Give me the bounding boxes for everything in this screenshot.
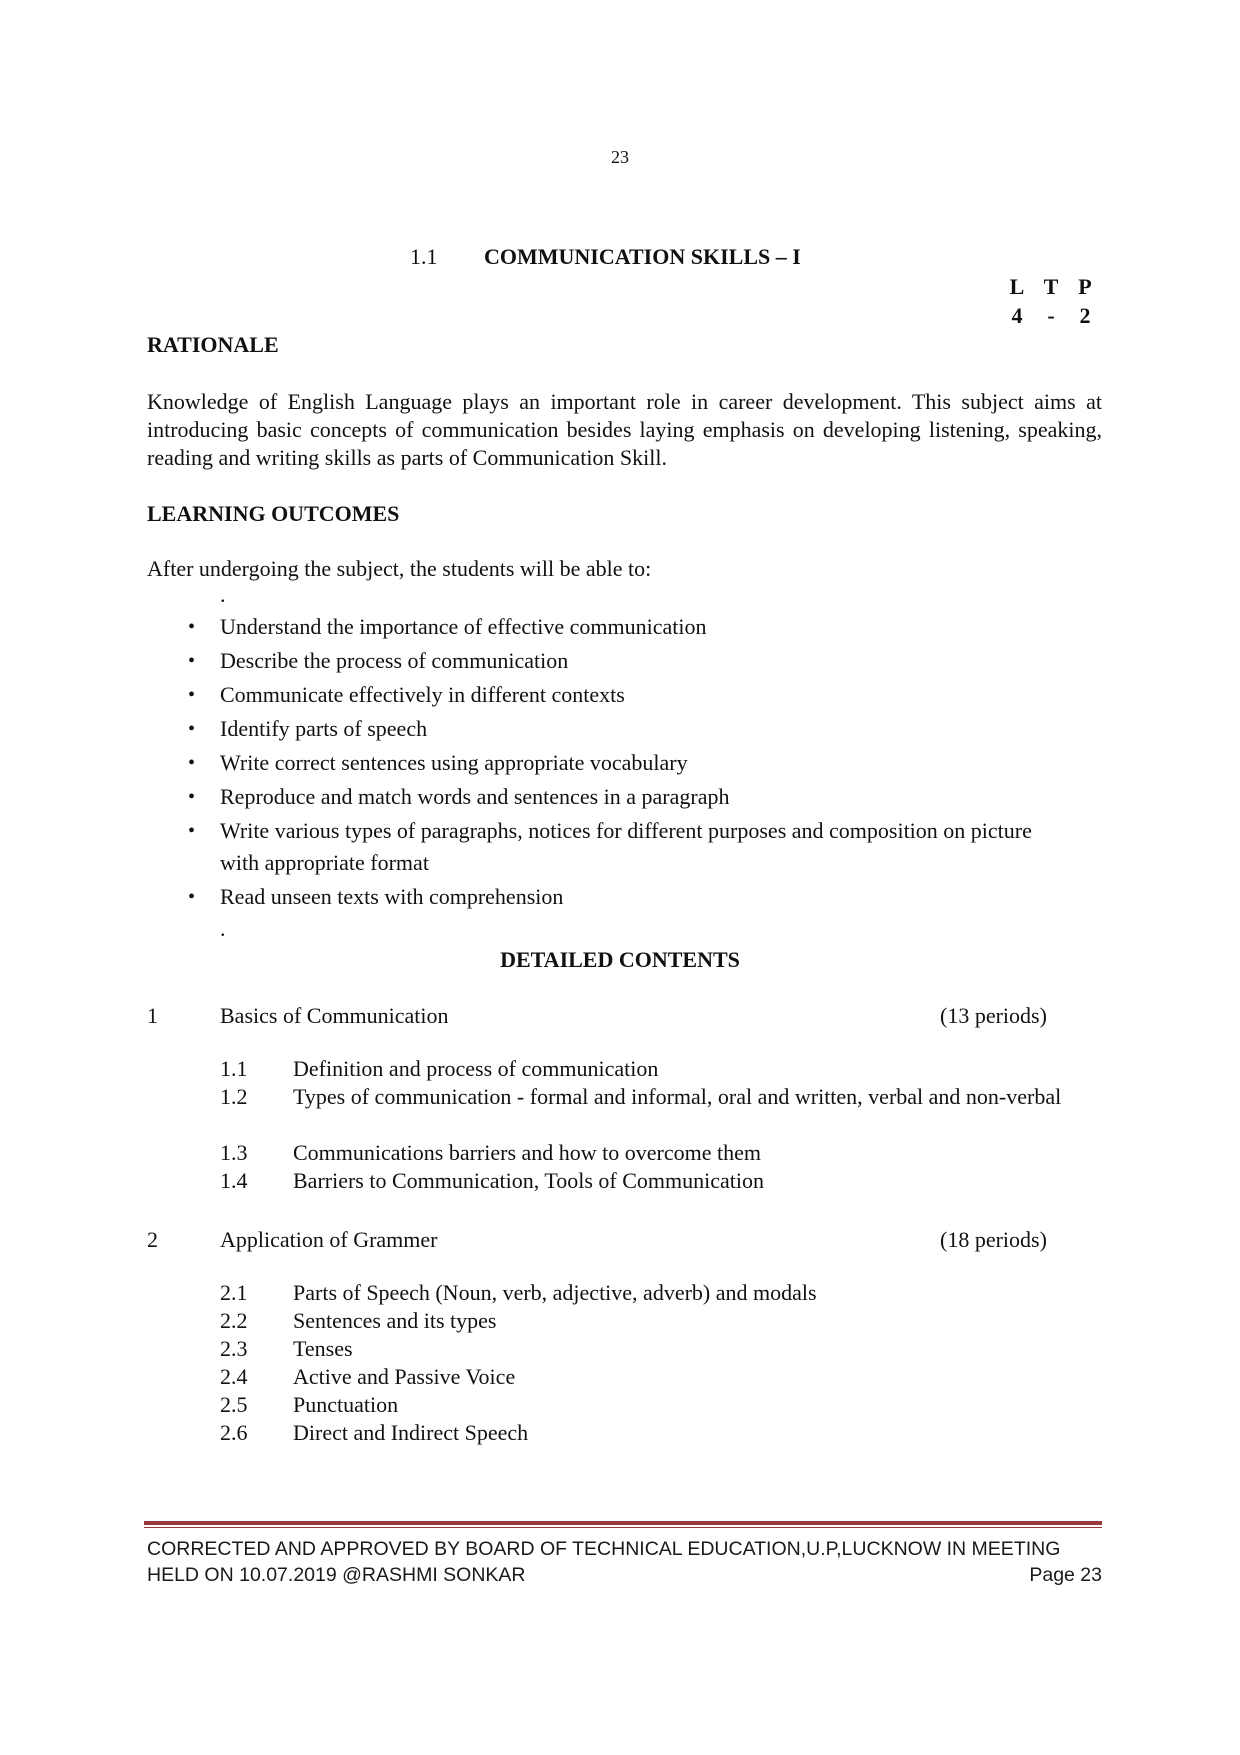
footer-page-label: Page 23 <box>1029 1564 1102 1586</box>
rationale-text: Knowledge of English Language plays an important role in career development. This subject aims at introducing basic concepts of communication besides laying emphasis on developing listening, speaking, reading and writing skills as parts of Communication Skill. <box>147 389 1102 470</box>
list-item <box>180 611 1080 643</box>
footer-line-1: CORRECTED AND APPROVED BY BOARD OF TECHNICAL EDUCATION,U.P,LUCKNOW IN MEETING <box>147 1538 1061 1560</box>
page-title: COMMUNICATION SKILLS – I <box>484 244 801 269</box>
ltp-value-p: 2 <box>1079 303 1091 328</box>
content-item <box>220 1055 1100 1083</box>
detailed-contents-heading: DETAILED CONTENTS <box>500 947 740 972</box>
section-periods: (13 periods) <box>940 1003 1047 1028</box>
list-item <box>180 781 1080 813</box>
rationale-heading: RATIONALE <box>147 332 279 357</box>
content-item-number: 2.3 <box>220 1336 248 1361</box>
ltp-header-l: L <box>1009 274 1025 299</box>
content-item-text: Tenses <box>293 1336 353 1361</box>
outcome-text: Communicate effectively in different contexts <box>220 682 625 707</box>
content-item <box>220 1335 1100 1363</box>
content-item <box>220 1279 1100 1307</box>
bullet-icon: • <box>188 616 196 638</box>
content-item-number: 2.2 <box>220 1308 248 1333</box>
content-item-number: 1.3 <box>220 1140 248 1165</box>
content-item-text: Definition and process of communication <box>293 1056 659 1081</box>
content-item-text: Parts of Speech (Noun, verb, adjective, adverb) and modals <box>293 1280 817 1305</box>
outcome-text: Identify parts of speech <box>220 716 428 741</box>
content-item-text: Communications barriers and how to overcome them <box>293 1140 761 1165</box>
outcome-text: Write correct sentences using appropriate vocabulary <box>220 750 688 775</box>
list-item <box>180 713 1080 745</box>
separator-dot: . <box>220 916 226 941</box>
bullet-icon: • <box>188 684 196 706</box>
section-title: Application of Grammer <box>220 1227 438 1252</box>
bullet-icon: • <box>188 820 196 842</box>
outcome-text: Read unseen texts with comprehension <box>220 884 564 909</box>
page-number: 23 <box>611 147 629 167</box>
list-item <box>180 645 1080 677</box>
content-item <box>220 1363 1100 1391</box>
learning-outcomes-heading: LEARNING OUTCOMES <box>147 501 400 526</box>
title-number: 1.1 <box>410 244 438 269</box>
section-number: 1 <box>147 1003 158 1028</box>
bullet-icon: • <box>188 650 196 672</box>
content-item-text: Barriers to Communication, Tools of Communication <box>293 1168 765 1193</box>
list-item <box>180 815 1080 879</box>
section-periods: (18 periods) <box>940 1227 1047 1252</box>
list-item <box>180 881 1080 913</box>
outcome-text: Write various types of paragraphs, notices for different purposes and composition on picture with appropriate format <box>220 818 1032 875</box>
content-item <box>220 1167 1100 1195</box>
outcome-text: Understand the importance of effective communication <box>220 614 707 639</box>
content-item <box>220 1307 1100 1335</box>
content-item <box>220 1391 1100 1419</box>
ltp-header-p: P <box>1078 274 1092 299</box>
list-item <box>180 747 1080 779</box>
content-item-text: Types of communication - formal and informal, oral and written, verbal and non-verbal <box>293 1084 1062 1109</box>
bullet-icon: • <box>188 886 196 908</box>
content-item-text: Sentences and its types <box>293 1308 497 1333</box>
content-item-number: 1.1 <box>220 1056 248 1081</box>
content-item-text: Active and Passive Voice <box>293 1364 516 1389</box>
content-item <box>220 1419 1100 1447</box>
content-item-text: Punctuation <box>293 1392 399 1417</box>
footer-rule-thick <box>144 1521 1102 1525</box>
content-item-number: 1.4 <box>220 1168 248 1193</box>
footer-line-2: HELD ON 10.07.2019 @RASHMI SONKAR <box>147 1564 526 1586</box>
content-item-number: 2.6 <box>220 1420 248 1445</box>
bullet-icon: • <box>188 786 196 808</box>
content-item <box>220 1083 1100 1111</box>
separator-dot: . <box>220 582 226 607</box>
content-item <box>220 1139 1100 1167</box>
learning-outcomes-list <box>180 611 1080 915</box>
content-item-number: 2.5 <box>220 1392 248 1417</box>
ltp-header-t: T <box>1043 274 1059 299</box>
content-item-number: 2.1 <box>220 1280 248 1305</box>
section-title: Basics of Communication <box>220 1003 449 1028</box>
footer-rule-thin <box>144 1527 1102 1528</box>
content-item-number: 2.4 <box>220 1364 248 1389</box>
content-item-number: 1.2 <box>220 1084 248 1109</box>
ltp-values <box>1000 303 1102 329</box>
learning-outcomes-intro: After undergoing the subject, the students will be able to: <box>147 556 652 581</box>
bullet-icon: • <box>188 718 196 740</box>
ltp-value-l: 4 <box>1011 303 1023 328</box>
list-item <box>180 679 1080 711</box>
bullet-icon: • <box>188 752 196 774</box>
section-number: 2 <box>147 1227 158 1252</box>
outcome-text: Describe the process of communication <box>220 648 569 673</box>
content-item-text: Direct and Indirect Speech <box>293 1420 529 1445</box>
outcome-text: Reproduce and match words and sentences in a paragraph <box>220 784 730 809</box>
ltp-value-t: - <box>1047 303 1055 328</box>
ltp-headers <box>1000 274 1102 300</box>
